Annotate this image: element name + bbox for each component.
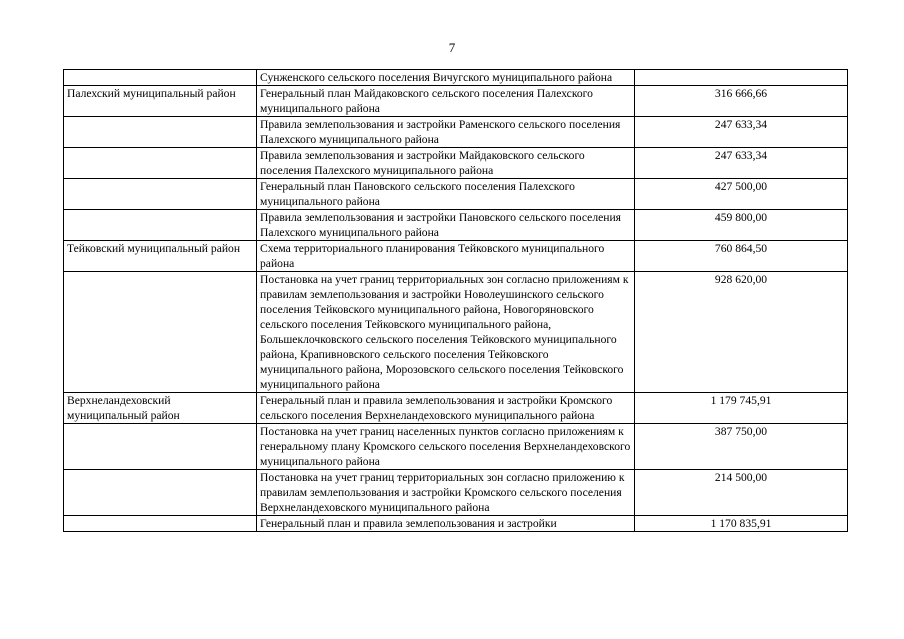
amount-cell: 1 170 835,91 [635,516,848,532]
table-row [64,86,848,117]
document-cell: Постановка на учет границ территориальных зон согласно приложению к правилам землепользования и застройки Кромского сельского поселения Верхнеландеховского муниципального района [257,470,635,516]
table-row [64,241,848,272]
table-row [64,393,848,424]
document-cell: Постановка на учет границ населенных пунктов согласно приложениям к генеральному плану Кромского сельского поселения Верхнеландеховского муниципального района [257,424,635,470]
document-cell: Правила землепользования и застройки Раменского сельского поселения Палехского муниципального района [257,117,635,148]
amount-cell: 427 500,00 [635,179,848,210]
document-cell: Генеральный план Пановского сельского поселения Палехского муниципального района [257,179,635,210]
document-cell: Сунженского сельского поселения Вичугского муниципального района [257,70,635,86]
amount-cell: 247 633,34 [635,148,848,179]
table-row [64,424,848,470]
table-row [64,117,848,148]
amount-cell: 214 500,00 [635,470,848,516]
table-row [64,272,848,393]
district-cell [64,70,257,86]
district-cell [64,148,257,179]
budget-table [63,69,848,532]
document-cell: Схема территориального планирования Тейковского муниципального района [257,241,635,272]
amount-cell [635,70,848,86]
page-number: 7 [448,40,456,55]
district-cell [64,470,257,516]
table-row [64,179,848,210]
district-cell: Палехский муниципальный район [64,86,257,117]
table-row [64,70,848,86]
amount-cell: 247 633,34 [635,117,848,148]
amount-cell: 459 800,00 [635,210,848,241]
amount-cell: 1 179 745,91 [635,393,848,424]
amount-cell: 760 864,50 [635,241,848,272]
table-row [64,210,848,241]
document-cell: Генеральный план и правила землепользования и застройки [257,516,635,532]
amount-cell: 928 620,00 [635,272,848,393]
document-cell: Генеральный план Майдаковского сельского поселения Палехского муниципального района [257,86,635,117]
amount-cell: 316 666,66 [635,86,848,117]
table-row [64,470,848,516]
district-cell [64,272,257,393]
document-cell: Генеральный план и правила землепользования и застройки Кромского сельского поселения Верхнеландеховского муниципального района [257,393,635,424]
district-cell [64,179,257,210]
table-row [64,148,848,179]
document-cell: Постановка на учет границ территориальных зон согласно приложениям к правилам землепользования и застройки Новолеушинского сельского поселения Тейковского муниципального района, Новогоряновского сельского поселения Тейковского муниципального района, Большеклочковского сельского поселения Тейковского муниципального района, Крапивновского сельского поселения Тейковского муниципального района, Морозовского сельского поселения Тейковского муниципального района [257,272,635,393]
district-cell [64,117,257,148]
document-cell: Правила землепользования и застройки Майдаковского сельского поселения Палехского муниципального района [257,148,635,179]
district-cell [64,516,257,532]
table-row [64,516,848,532]
amount-cell: 387 750,00 [635,424,848,470]
district-cell: Тейковский муниципальный район [64,241,257,272]
district-cell: Верхнеландеховский муниципальный район [64,393,257,424]
district-cell [64,210,257,241]
district-cell [64,424,257,470]
document-cell: Правила землепользования и застройки Пановского сельского поселения Палехского муниципального района [257,210,635,241]
